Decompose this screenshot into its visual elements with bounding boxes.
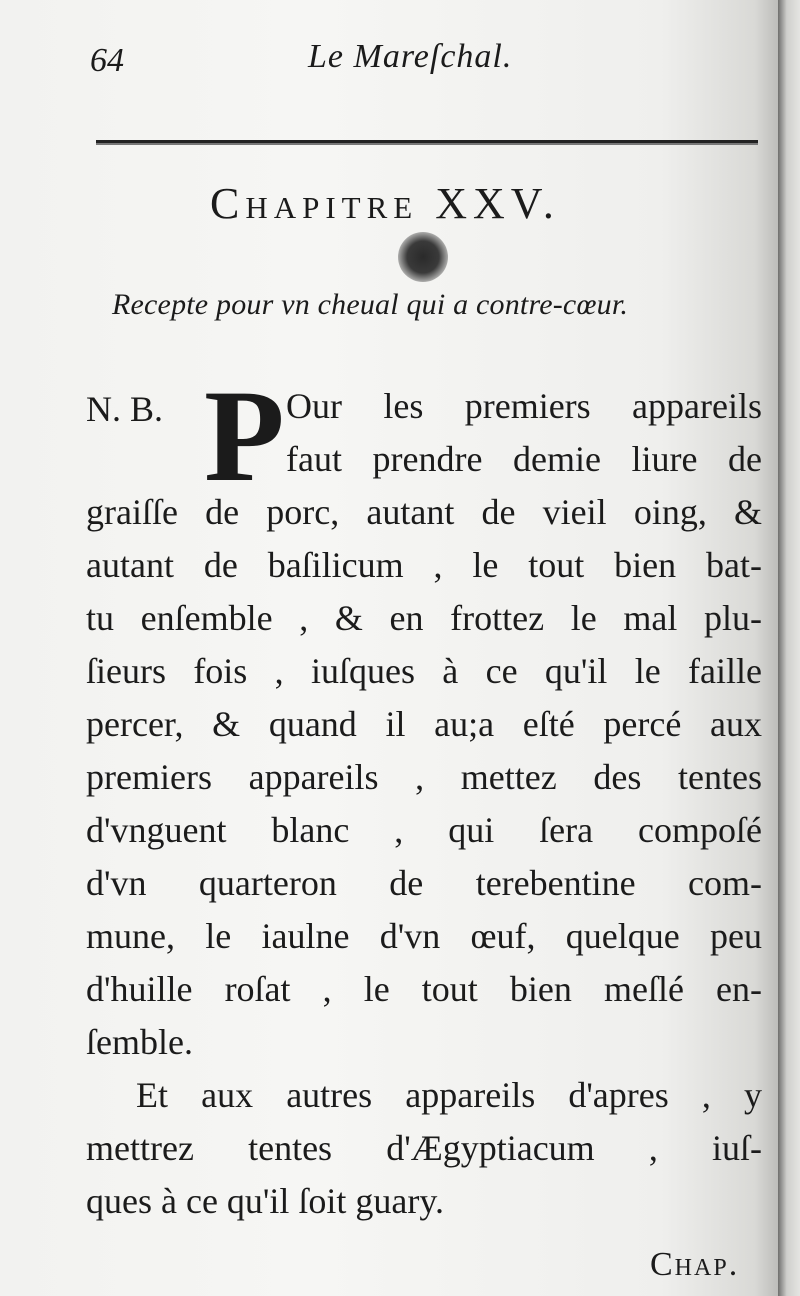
text-line: percer, & quand il au;a eſté percé aux bbox=[86, 704, 762, 744]
nota-bene-marker: N. B. bbox=[86, 389, 164, 429]
header-rule bbox=[96, 140, 758, 143]
text-line: autant de baſilicum , le tout bien bat- bbox=[86, 545, 762, 585]
running-title: Le Mareſchal. bbox=[308, 38, 513, 75]
text-line: graiſſe de porc, autant de vieil oing, & bbox=[86, 492, 762, 532]
text-line: premiers appareils , mettez des tentes bbox=[86, 757, 762, 797]
text-line: d'huille roſat , le tout bien meſlé en- bbox=[86, 969, 762, 1009]
drop-cap-letter: P bbox=[204, 362, 285, 509]
text-line: mettrez tentes d'Ægyptiacum , iuſ- bbox=[86, 1128, 762, 1168]
text-line: mune, le iaulne d'vn œuf, quelque peu bbox=[86, 916, 762, 956]
ink-blot bbox=[398, 232, 448, 282]
text-line: ques à ce qu'il ſoit guary. bbox=[86, 1181, 445, 1221]
text-line: d'vnguent blanc , qui ſera compoſé bbox=[86, 810, 762, 850]
text-line: Et aux autres appareils d'apres , y bbox=[136, 1075, 762, 1115]
book-gutter bbox=[778, 0, 800, 1296]
text-line: d'vn quarteron de terebentine com- bbox=[86, 863, 762, 903]
text-line: ſieurs fois , iuſques à ce qu'il le faille bbox=[86, 651, 762, 691]
text-line: Our les premiers appareils bbox=[286, 386, 762, 426]
chapter-heading: Chapitre XXV. bbox=[210, 179, 560, 228]
page-number: 64 bbox=[90, 42, 124, 79]
chapter-subtitle: Recepte pour vn cheual qui a contre-cœur. bbox=[112, 288, 629, 321]
text-line: faut prendre demie liure de bbox=[286, 439, 762, 479]
catchword: Chap. bbox=[650, 1246, 740, 1283]
text-line: ſemble. bbox=[86, 1022, 193, 1062]
body-text bbox=[86, 380, 762, 1228]
page-header bbox=[86, 38, 726, 88]
text-line: tu enſemble , & en frottez le mal plu- bbox=[86, 598, 762, 638]
